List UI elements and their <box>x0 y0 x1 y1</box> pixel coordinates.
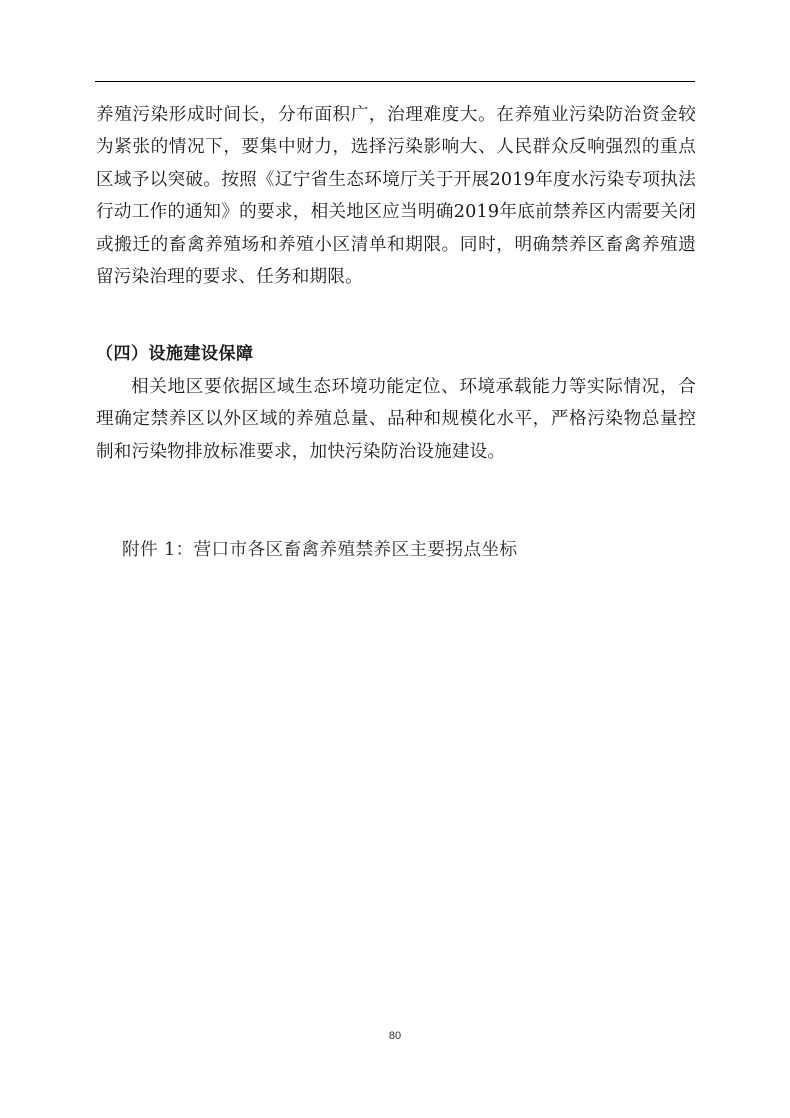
header-rule <box>95 81 695 82</box>
body-paragraph-1: 养殖污染形成时间长，分布面积广，治理难度大。在养殖业污染防治资金较为紧张的情况下，要集中财力，选择污染影响大、人民群众反响强烈的重点区域予以突破。按照《辽宁省生态环境厅关于开展2019年度水污染专项执法行动工作的通知》的要求，相关地区应当明确2019年底前禁养区内需要关闭或搬迁的畜禽养殖场和养殖小区清单和期限。同时，明确禁养区畜禽养殖遗留污染治理的要求、任务和期限。 <box>96 105 696 288</box>
section-heading: （四）设施建设保障 <box>96 344 254 364</box>
attachment-reference: 附件 1：营口市各区畜禽养殖禁养区主要拐点坐标 <box>122 540 518 560</box>
body-paragraph-2: 相关地区要依据区域生态环境功能定位、环境承载能力等实际情况，合理确定禁养区以外区域的养殖总量、品种和规模化水平，严格污染物总量控制和污染物排放标准要求，加快污染防治设施建设。 <box>96 377 696 462</box>
page-number: 80 <box>388 1030 402 1042</box>
